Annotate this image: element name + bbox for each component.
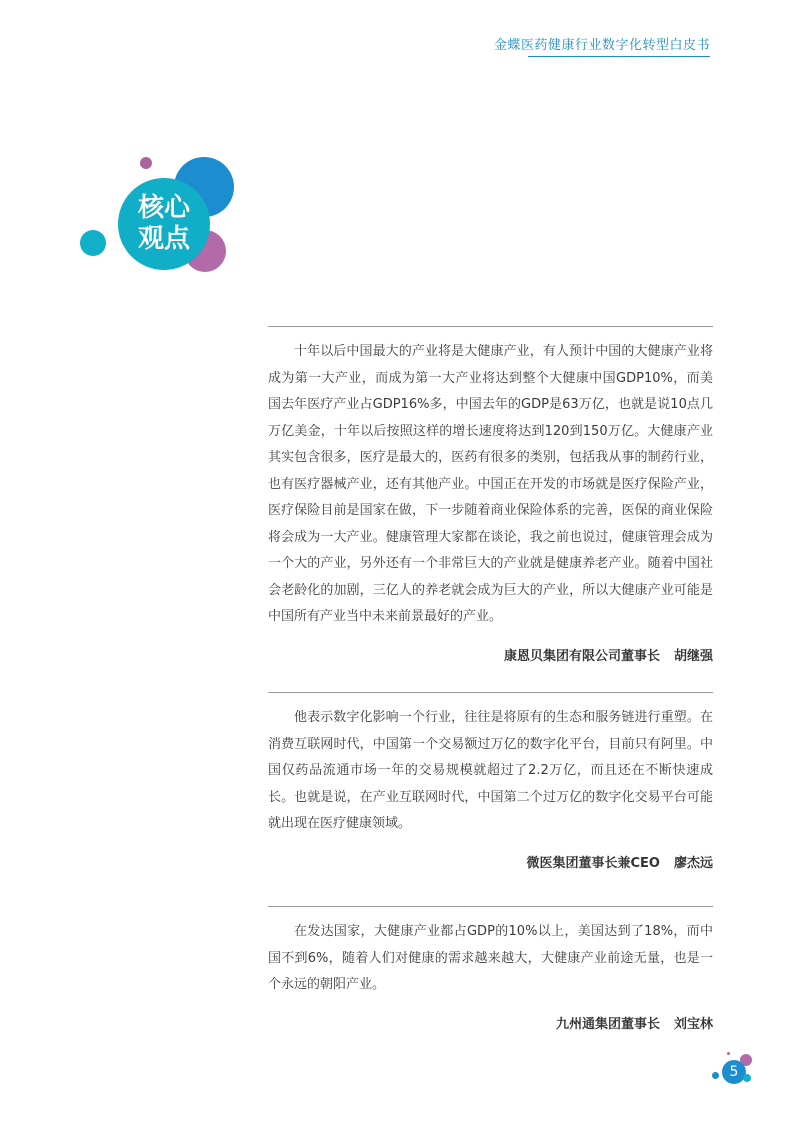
header-rule <box>528 56 710 57</box>
quote-block-1 <box>268 326 713 664</box>
decor-dot <box>743 1074 751 1082</box>
quote-attribution <box>268 852 713 871</box>
section-badge <box>118 178 210 270</box>
quote-text: 十年以后中国最大的产业将是大健康产业，有人预计中国的大健康产业将成为第一大产业，而成为第一大产业将达到整个大健康中国GDP10%，而美国去年医疗产业占GDP16%多，中国去年的GDP是63万亿，也就是说10点几万亿美金，十年以后按照这样的增长速度将达到120到150万亿。大健康产业其实包含很多，医疗是最大的，医药有很多的类别，包括我从事的制药行业，也有医疗器械产业，还有其他产业。中国正在开发的市场就是医疗保险产业，医疗保险目前是国家在做，下一步随着商业保险体系的完善，医保的商业保险将会成为一大产业。健康管理大家都在谈论，我之前也说过，健康管理会成为一个大的产业，另外还有一个非常巨大的产业就是健康养老产业。随着中国社会老龄化的加剧，三亿人的养老就会成为巨大的产业，所以大健康产业可能是中国所有产业当中未来前景最好的产业。 <box>268 344 713 624</box>
quote-block-2 <box>268 692 713 871</box>
quote-author: 胡继强 <box>673 648 713 664</box>
section-badge-line2: 观点 <box>137 224 190 254</box>
quote-org: 微医集团董事长兼CEO <box>526 855 660 871</box>
quote-divider <box>268 326 713 327</box>
quote-block-3 <box>268 906 713 1032</box>
decor-dot <box>727 1052 730 1055</box>
decor-dot <box>712 1072 719 1079</box>
quote-attribution <box>268 645 713 664</box>
quote-text: 在发达国家，大健康产业都占GDP的10%以上，美国达到了18%，而中国不到6%，随着人们对健康的需求越来越大，大健康产业前途无量，也是一个永远的朝阳产业。 <box>268 924 713 992</box>
decor-circle-teal-small <box>80 230 106 256</box>
quote-divider <box>268 906 713 907</box>
quote-divider <box>268 692 713 693</box>
decor-circle-purple-small <box>140 157 152 169</box>
quote-author: 刘宝林 <box>673 1016 713 1032</box>
header-title: 金蝶医药健康行业数字化转型白皮书 <box>493 38 710 53</box>
quote-text: 他表示数字化影响一个行业，往往是将原有的生态和服务链进行重塑。在消费互联网时代，中国第一个交易额过万亿的数字化平台，目前只有阿里。中国仅药品流通市场一年的交易规模就超过了2.2万亿，而且还在不断快速成长。也就是说，在产业互联网时代，中国第二个过万亿的数字化交易平台可能就出现在医疗健康领域。 <box>268 710 713 831</box>
quote-org: 康恩贝集团有限公司董事长 <box>503 648 660 664</box>
page-number-badge <box>712 1052 752 1088</box>
quote-org: 九州通集团董事长 <box>555 1016 660 1032</box>
quote-attribution <box>268 1013 713 1032</box>
section-badge-line1: 核心 <box>137 193 190 223</box>
page-number: 5 <box>722 1060 746 1084</box>
quote-author: 廖杰远 <box>673 855 713 871</box>
